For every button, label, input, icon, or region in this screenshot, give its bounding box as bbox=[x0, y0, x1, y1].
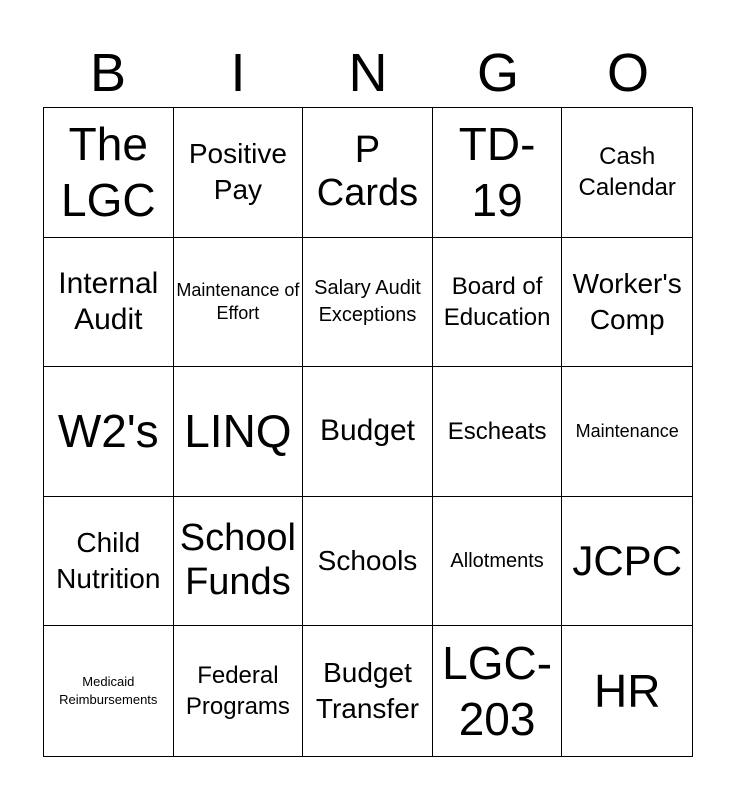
bingo-cell-text: Positive Pay bbox=[188, 137, 287, 206]
bingo-cell[interactable] bbox=[303, 238, 433, 368]
bingo-cell[interactable] bbox=[303, 497, 433, 627]
bingo-cell-text: P Cards bbox=[316, 128, 419, 215]
bingo-cell-text: LGC-203 bbox=[442, 637, 553, 746]
bingo-cell[interactable] bbox=[562, 108, 692, 238]
bingo-cell[interactable] bbox=[433, 238, 563, 368]
bingo-cell[interactable] bbox=[303, 367, 433, 497]
bingo-cell[interactable] bbox=[562, 626, 692, 756]
header-letter-o: O bbox=[606, 43, 649, 103]
bingo-cell[interactable] bbox=[303, 626, 433, 756]
bingo-cell[interactable] bbox=[44, 626, 174, 756]
bingo-cell[interactable] bbox=[174, 497, 304, 627]
bingo-cell-text: Budget bbox=[319, 414, 416, 448]
bingo-cell[interactable] bbox=[44, 367, 174, 497]
bingo-cell[interactable] bbox=[174, 238, 304, 368]
bingo-cell[interactable] bbox=[562, 367, 692, 497]
bingo-cell[interactable] bbox=[562, 497, 692, 627]
bingo-cell-text: Child Nutrition bbox=[56, 526, 161, 595]
bingo-header bbox=[43, 38, 693, 108]
bingo-cell-text: TD-19 bbox=[458, 118, 536, 227]
bingo-cell-text: HR bbox=[593, 665, 661, 718]
bingo-cell[interactable] bbox=[303, 108, 433, 238]
bingo-cell-text: Board of Education bbox=[443, 272, 551, 331]
bingo-cell-text: Medicaid Reimbursements bbox=[59, 674, 158, 708]
header-letter-n: N bbox=[348, 43, 388, 103]
bingo-cell-text: Federal Programs bbox=[185, 662, 290, 721]
header-letter-b: B bbox=[89, 43, 127, 103]
bingo-cell[interactable] bbox=[433, 367, 563, 497]
bingo-cell[interactable] bbox=[44, 497, 174, 627]
bingo-cell[interactable] bbox=[433, 626, 563, 756]
bingo-cell-text: Escheats bbox=[447, 417, 547, 445]
bingo-cell-text: Worker's Comp bbox=[572, 267, 682, 335]
bingo-cell-text: Internal Audit bbox=[58, 266, 159, 336]
bingo-cell[interactable] bbox=[174, 367, 304, 497]
bingo-cell[interactable] bbox=[44, 238, 174, 368]
bingo-cell-text: Maintenance of Effort bbox=[176, 279, 300, 323]
bingo-cell-text: Maintenance bbox=[575, 420, 679, 441]
bingo-cell-text: School Funds bbox=[179, 517, 296, 604]
bingo-board bbox=[43, 107, 693, 757]
bingo-cell[interactable] bbox=[433, 497, 563, 627]
bingo-cell-text: The LGC bbox=[61, 118, 156, 227]
header-letter-i: I bbox=[230, 43, 246, 103]
bingo-cell-text: Budget Transfer bbox=[315, 656, 420, 725]
bingo-cell[interactable] bbox=[174, 626, 304, 756]
bingo-cell-text: LINQ bbox=[184, 405, 292, 458]
bingo-cell-text: Allotments bbox=[450, 549, 544, 572]
bingo-cell-text: JCPC bbox=[572, 537, 683, 585]
bingo-cell-text: Salary Audit Exceptions bbox=[314, 276, 421, 326]
bingo-cell[interactable] bbox=[433, 108, 563, 238]
bingo-cell[interactable] bbox=[562, 238, 692, 368]
bingo-cell-text: W2's bbox=[57, 405, 159, 458]
bingo-cell[interactable] bbox=[174, 108, 304, 238]
bingo-cell-text: Cash Calendar bbox=[578, 143, 676, 202]
header-letter-g: G bbox=[476, 43, 519, 103]
bingo-cell[interactable] bbox=[44, 108, 174, 238]
bingo-cell-text: Schools bbox=[317, 544, 418, 576]
